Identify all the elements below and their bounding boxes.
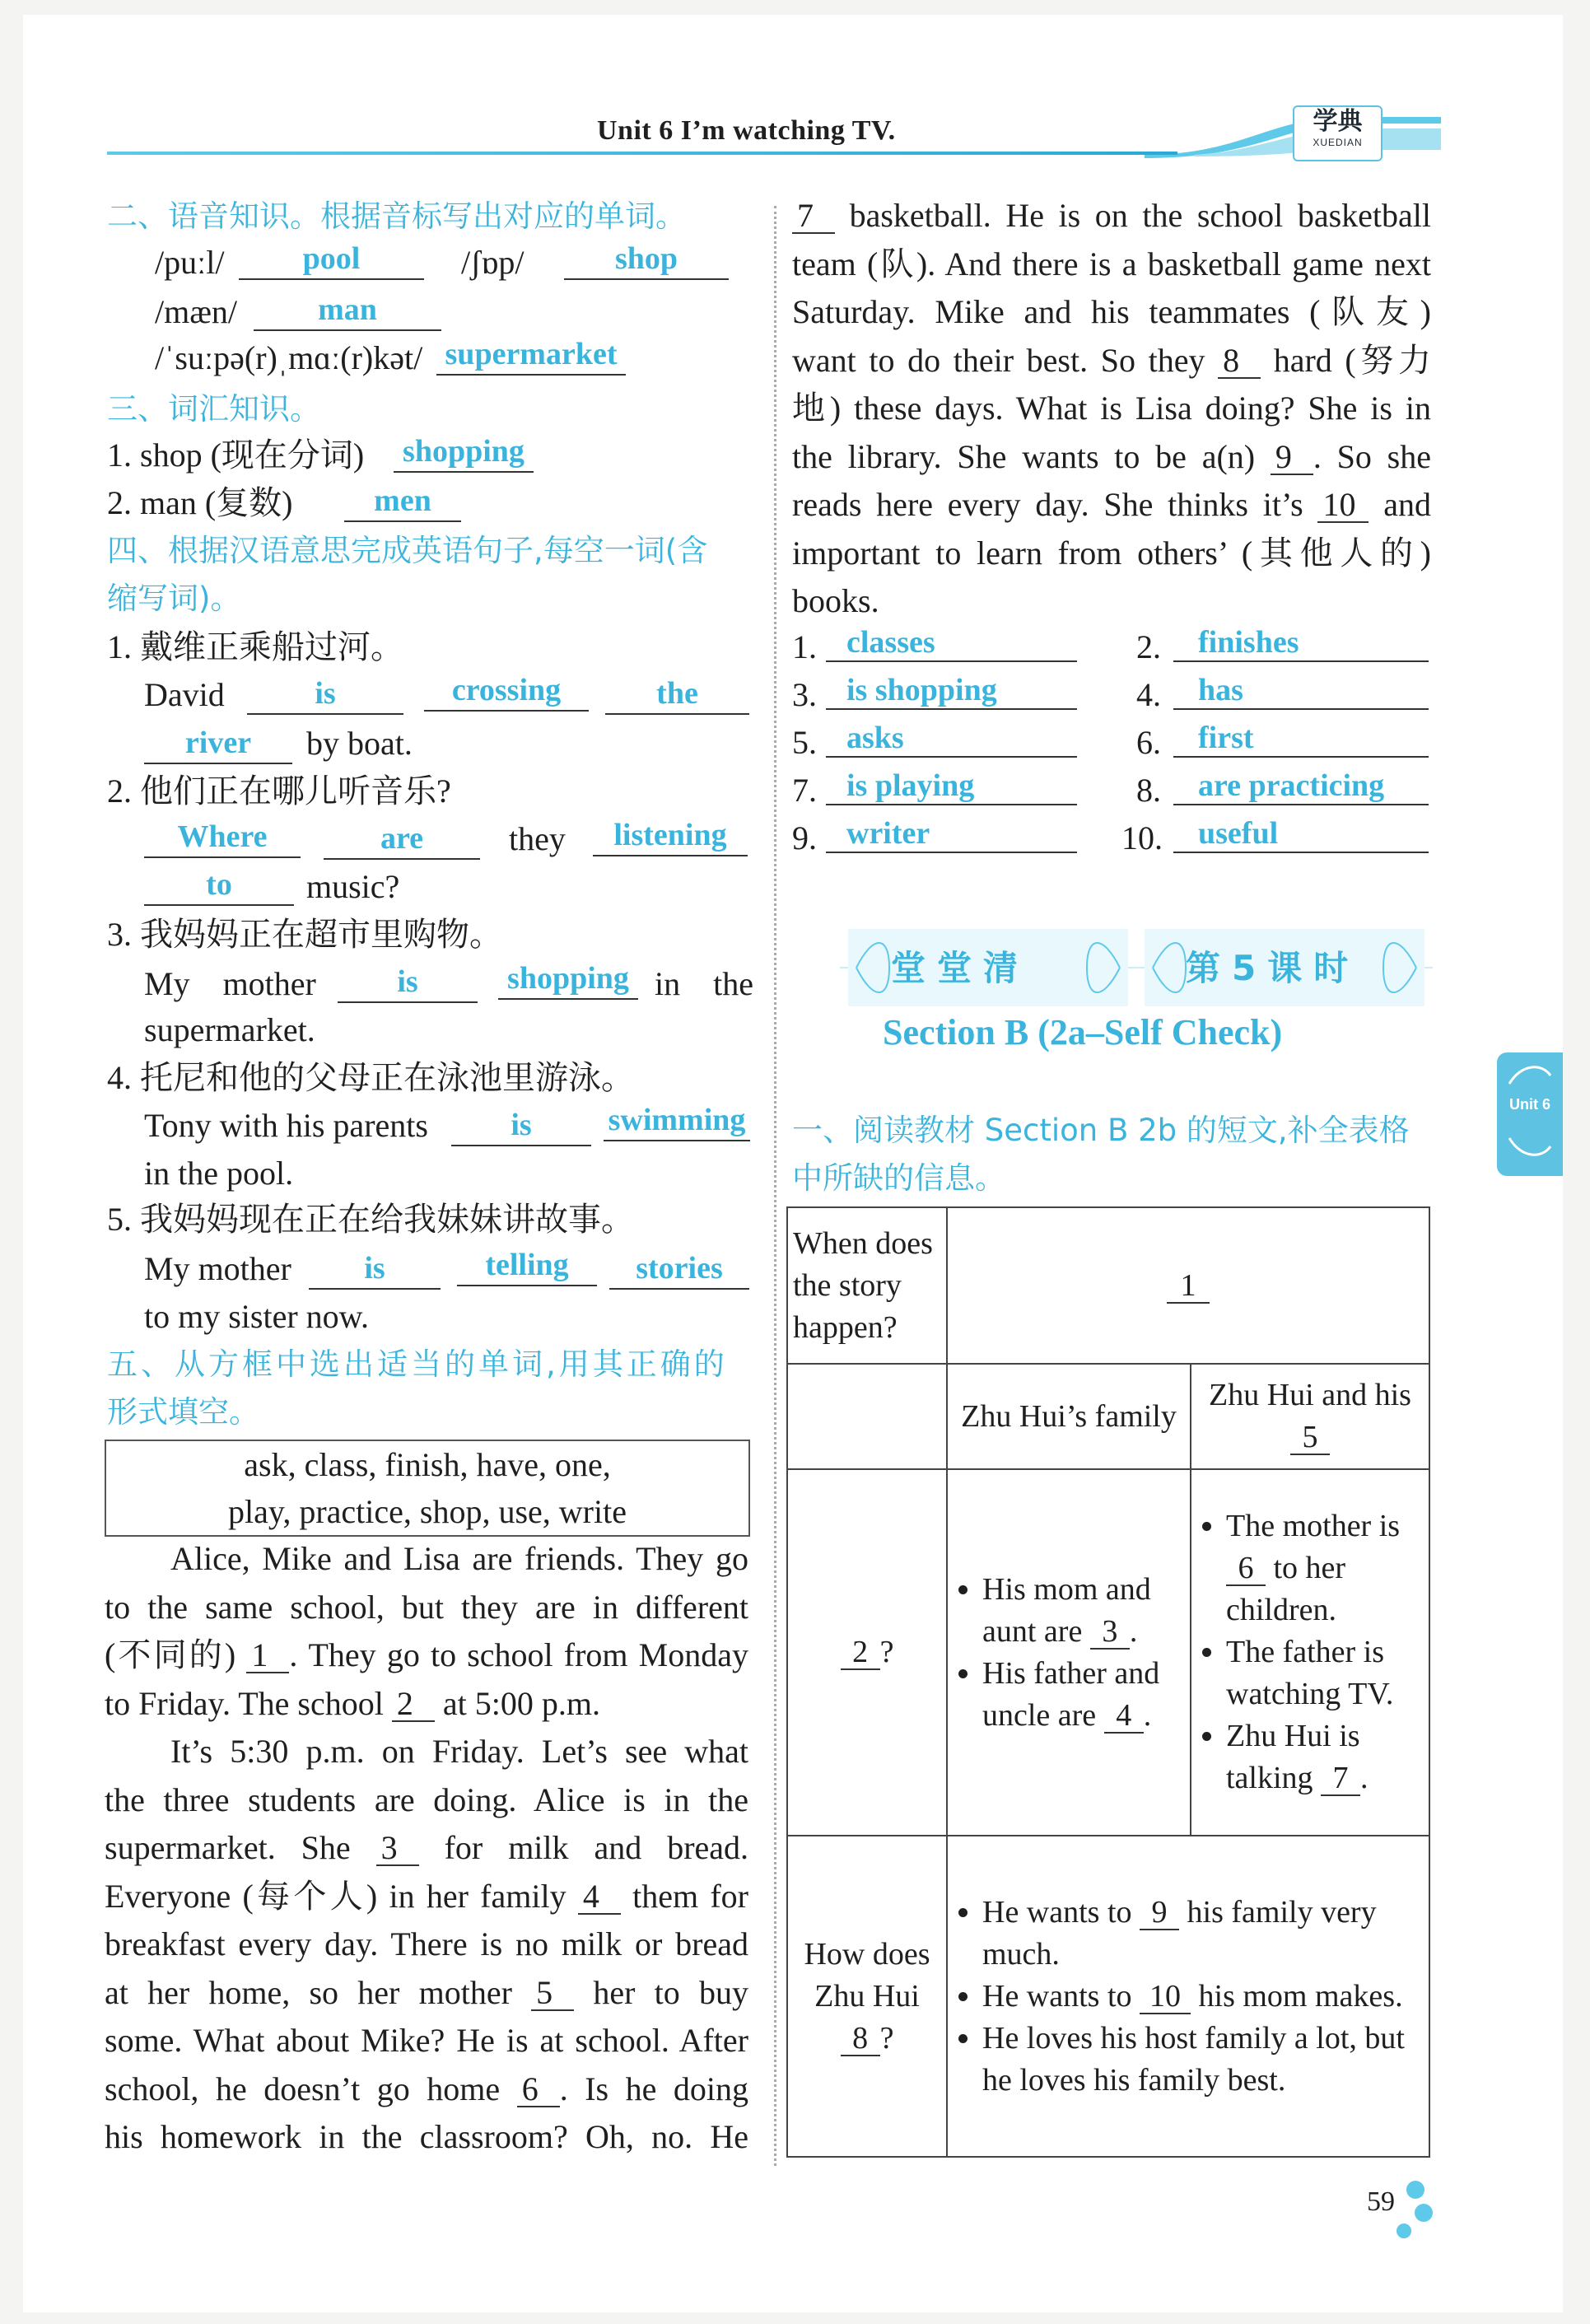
key-num-5: 5. xyxy=(792,724,817,761)
blank-4: 4 xyxy=(578,1880,621,1915)
passage-line: at her home, so her mother 5 her to buy xyxy=(105,1973,749,2011)
unit-side-tab xyxy=(1497,1052,1563,1176)
table-cell: How does Zhu Hui 8 ? xyxy=(787,1836,947,2157)
cloze-passage-left xyxy=(105,1535,748,2162)
table-blank-5: 5 xyxy=(1290,1421,1330,1455)
key-ans-6: first xyxy=(1173,720,1429,758)
q1-end: by boat. xyxy=(306,725,413,762)
vocab-q1: 1. shop (现在分词) xyxy=(107,436,365,474)
logo-en: XUEDIAN xyxy=(1313,137,1363,148)
blank-10: 10 xyxy=(1317,488,1369,523)
table-blank-6: 6 xyxy=(1226,1552,1266,1586)
answer-shop: shop xyxy=(564,240,729,280)
q5-start: My mother xyxy=(144,1250,291,1287)
running-header: Unit 6 I’m watching TV. xyxy=(597,115,896,146)
key-num-6: 6. xyxy=(1136,724,1161,761)
passage-line: (不同的) 1 . They go to school from Monday xyxy=(105,1636,748,1673)
q5-blank-3: stories xyxy=(609,1250,749,1290)
table-cell xyxy=(947,1836,1429,2157)
q3-mid: in the xyxy=(655,965,753,1002)
passage-line: his homework in the classroom? Oh, no. He xyxy=(105,2118,748,2155)
word-box xyxy=(105,1440,750,1537)
key-num-10: 10. xyxy=(1121,819,1163,856)
passage-line: important to learn from others’ (其他人的) xyxy=(792,534,1431,572)
passage-line: reads here every day. She thinks it’s 10 and xyxy=(792,486,1432,523)
decor-dot xyxy=(1406,2181,1424,2199)
section-4-heading-2: 缩写词)。 xyxy=(107,581,241,616)
answer-pool: pool xyxy=(239,240,424,280)
blank-9: 9 xyxy=(1271,441,1313,475)
table-bullet: • His mom and aunt are 3 . xyxy=(982,1569,1185,1653)
passage-line: breakfast every day. There is no milk or bread xyxy=(105,1925,748,1962)
table-cell: Zhu Hui’s family xyxy=(947,1364,1191,1469)
q2-end: music? xyxy=(306,868,400,905)
passage-line: to Friday. The school 2 at 5:00 p.m. xyxy=(105,1684,600,1722)
ipa-1: /puːl/ xyxy=(155,244,225,281)
vocab-q2: 2. man (复数) xyxy=(107,484,293,521)
key-num-2: 2. xyxy=(1136,628,1161,665)
blank-3: 3 xyxy=(376,1832,419,1866)
key-ans-8: are practicing xyxy=(1173,768,1429,805)
key-num-4: 4. xyxy=(1136,676,1161,713)
xuedian-logo xyxy=(1293,105,1383,161)
q4-blank-2: swimming xyxy=(604,1102,750,1141)
table-cell xyxy=(947,1207,1429,1364)
q4-start: Tony with his parents xyxy=(144,1107,428,1144)
table-blank-7: 7 xyxy=(1321,1762,1360,1796)
table-blank-10: 10 xyxy=(1140,1980,1191,2014)
table-blank-4: 4 xyxy=(1104,1699,1144,1734)
q3-blank-1: is xyxy=(338,964,478,1003)
key-ans-7: is playing xyxy=(826,768,1077,805)
decor-dot xyxy=(1396,2224,1411,2238)
section-title: Section B (2a–Self Check) xyxy=(883,1012,1283,1052)
q5-blank-1: is xyxy=(309,1250,441,1290)
logo-cn: 学典 xyxy=(1313,107,1363,136)
vocab-a1: shopping xyxy=(394,433,534,473)
key-ans-1: classes xyxy=(826,624,1077,662)
banner-label-right: 第5课时 xyxy=(1186,948,1360,988)
blank-1: 1 xyxy=(246,1639,289,1673)
table-bullet: • His father and uncle are 4 . xyxy=(982,1653,1185,1737)
passage-line: the three students are doing. Alice is in the xyxy=(105,1780,748,1818)
passage-line: some. What about Mike? He is at school. After xyxy=(105,2022,748,2059)
vocab-a2: men xyxy=(344,483,461,522)
q2-blank-3: listening xyxy=(593,817,748,856)
word-box-line-2: play, practice, shop, use, write xyxy=(228,1493,627,1530)
passage-line: Everyone (每个人) in her family 4 them for xyxy=(105,1877,749,1915)
q5-blank-2: telling xyxy=(457,1247,597,1286)
page-number: 59 xyxy=(1367,2186,1395,2217)
q1-start: David xyxy=(144,676,225,713)
section-5-heading-1: 五、从方框中选出适当的单词,用其正确的 xyxy=(107,1346,728,1382)
table-cell xyxy=(787,1364,947,1469)
table-cell xyxy=(1191,1469,1429,1836)
q1-chinese: 1. 戴维正乘船过河。 xyxy=(107,628,403,665)
blank-6: 6 xyxy=(517,2073,560,2107)
table-bullet: • The mother is 6 to her children. xyxy=(1226,1505,1424,1631)
q2-blank-2: are xyxy=(324,820,480,860)
q1-blank-4: river xyxy=(144,725,292,764)
section-3-heading: 三、词汇知识。 xyxy=(107,391,320,427)
decor-dot xyxy=(1415,2204,1433,2222)
q3-chinese: 3. 我妈妈正在超市里购物。 xyxy=(107,916,502,953)
q4-end: in the pool. xyxy=(144,1155,294,1192)
side-tab-label: Unit 6 xyxy=(1508,1096,1550,1113)
table-blank-3: 3 xyxy=(1090,1615,1130,1650)
q2-blank-1: Where xyxy=(144,819,301,858)
table-blank-2: 2 xyxy=(841,1636,880,1670)
passage-line: school, he doesn’t go home 6 . Is he doing xyxy=(105,2070,748,2107)
blank-8: 8 xyxy=(1218,344,1261,379)
blank-2: 2 xyxy=(392,1687,435,1722)
section-5-heading-2: 形式填空。 xyxy=(107,1394,259,1430)
key-num-1: 1. xyxy=(792,628,817,665)
section-4-heading-1: 四、根据汉语意思完成英语句子,每空一词(含 xyxy=(107,533,708,568)
q3-end: supermarket. xyxy=(144,1011,315,1048)
key-ans-10: useful xyxy=(1173,815,1429,853)
key-ans-3: is shopping xyxy=(826,672,1077,710)
table-cell: Zhu Hui and his 5 xyxy=(1191,1364,1429,1469)
key-ans-2: finishes xyxy=(1173,624,1429,662)
key-ans-9: writer xyxy=(826,815,1077,853)
tab-swirl-icon xyxy=(1505,1130,1555,1163)
ipa-4: /ˈsuːpə(r)ˌmɑː(r)kət/ xyxy=(155,339,423,376)
q4-chinese: 4. 托尼和他的父母正在泳池里游泳。 xyxy=(107,1059,634,1096)
q4-blank-1: is xyxy=(451,1107,591,1146)
word-box-line-1: ask, class, finish, have, one, xyxy=(244,1446,611,1483)
table-blank-9: 9 xyxy=(1140,1896,1179,1930)
blank-7: 7 xyxy=(792,199,835,234)
table-bullet: • The father is watching TV. xyxy=(1226,1631,1424,1715)
passage-line: Alice, Mike and Lisa are friends. They go xyxy=(170,1540,748,1577)
passage-line: want to do their best. So they 8 hard (努力 xyxy=(792,341,1431,379)
q1-blank-3: the xyxy=(605,675,749,715)
q3-blank-2: shopping xyxy=(498,960,638,1000)
key-ans-5: asks xyxy=(826,720,1077,758)
table-bullet: • He loves his host family a lot, but he loves his family best. xyxy=(982,2018,1424,2102)
table-cell xyxy=(947,1469,1191,1836)
passage-line: 地) these days. What is Lisa doing? She is in xyxy=(792,390,1431,427)
ipa-2: /ʃɒp/ xyxy=(461,244,525,281)
table-blank-8: 8 xyxy=(841,2022,880,2056)
passage-line: books. xyxy=(792,582,879,619)
banner-label-left: 堂堂清 xyxy=(891,948,1030,988)
passage-line: team (队). And there is a basketball game next xyxy=(792,245,1431,282)
blank-5: 5 xyxy=(531,1976,574,2011)
key-ans-4: has xyxy=(1173,672,1429,710)
key-num-8: 8. xyxy=(1136,772,1161,809)
answer-man: man xyxy=(254,292,441,331)
table-cell: 2 ? xyxy=(787,1469,947,1836)
q3-start: My mother xyxy=(144,965,316,1002)
answer-supermarket: supermarket xyxy=(436,336,626,376)
table-blank-1: 1 xyxy=(1167,1269,1210,1304)
q5-end: to my sister now. xyxy=(144,1298,369,1335)
section-1-heading-2: 中所缺的信息。 xyxy=(792,1160,1005,1196)
q5-chinese: 5. 我妈妈现在正在给我妹妹讲故事。 xyxy=(107,1201,634,1238)
section-1-heading-1: 一、阅读教材 Section B 2b 的短文,补全表格 xyxy=(792,1113,1410,1148)
q2-blank-4: to xyxy=(144,866,294,906)
passage-line: the library. She wants to be a(n) 9 . So she xyxy=(792,437,1431,475)
ipa-3: /mæn/ xyxy=(155,293,238,330)
table-bullet: • He wants to 9 his family very much. xyxy=(982,1892,1424,1976)
column-divider xyxy=(774,206,776,2166)
header-rule xyxy=(107,152,1177,155)
tab-swirl-icon xyxy=(1505,1059,1555,1092)
info-table xyxy=(786,1206,1430,2158)
table-bullet: • He wants to 10 his mom makes. xyxy=(982,1976,1424,2018)
passage-line: Saturday. Mike and his teammates (队友) xyxy=(792,293,1431,330)
q1-blank-2: crossing xyxy=(424,672,589,712)
key-num-7: 7. xyxy=(792,772,817,809)
passage-line: It’s 5:30 p.m. on Friday. Let’s see what xyxy=(170,1733,748,1770)
table-bullet: • Zhu Hui is talking 7 . xyxy=(1226,1715,1424,1799)
passage-line: to the same school, but they are in different xyxy=(105,1588,748,1626)
q2-mid: they xyxy=(509,820,566,857)
table-cell: When does the story happen? xyxy=(787,1207,947,1364)
q2-chinese: 2. 他们正在哪儿听音乐? xyxy=(107,772,451,810)
cloze-passage-right xyxy=(792,192,1431,626)
q1-blank-1: is xyxy=(247,675,403,715)
section-2-heading: 二、语音知识。根据音标写出对应的单词。 xyxy=(107,198,686,234)
passage-line: 7 basketball. He is on the school basketball xyxy=(792,192,1431,240)
key-num-9: 9. xyxy=(792,819,817,856)
passage-line: supermarket. She 3 for milk and bread. xyxy=(105,1829,749,1866)
key-num-3: 3. xyxy=(792,676,817,713)
